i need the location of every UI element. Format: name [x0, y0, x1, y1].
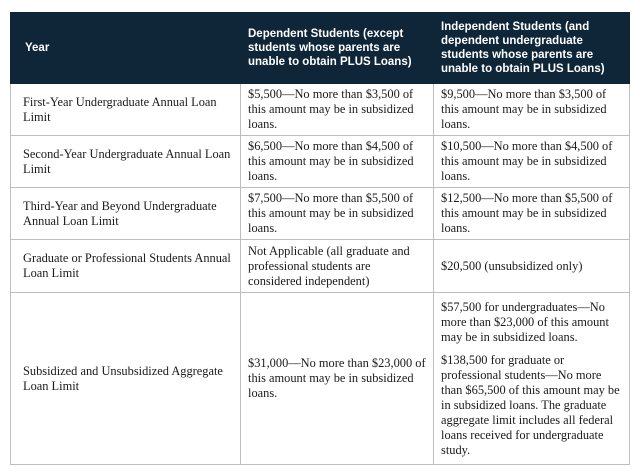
row-label: Third-Year and Beyond Undergraduate Annual Loan Limit [11, 188, 241, 240]
row-label: First-Year Undergraduate Annual Loan Limit [11, 84, 241, 136]
table-row [11, 240, 630, 293]
dependent-cell: Not Applicable (all graduate and professional students are considered independent) [241, 240, 434, 293]
independent-paragraph: $57,500 for undergraduates—No more than $23,000 of this amount may be in subsidized loans. [441, 299, 609, 344]
loan-limits-table [10, 12, 630, 465]
header-dependent-students: Dependent Students (except students whose parents are unable to obtain PLUS Loans) [241, 13, 434, 84]
independent-cell [434, 136, 630, 188]
table-row [11, 136, 630, 188]
header-year: Year [11, 13, 241, 84]
independent-cell [434, 240, 630, 293]
independent-paragraph: $9,500—No more than $3,500 of this amount may be in subsidized loans. [441, 87, 607, 131]
row-label: Second-Year Undergraduate Annual Loan Limit [11, 136, 241, 188]
independent-cell [434, 188, 630, 240]
table-row [11, 84, 630, 136]
table-row [11, 188, 630, 240]
dependent-cell: $6,500—No more than $4,500 of this amount may be in subsidized loans. [241, 136, 434, 188]
independent-paragraph: $12,500—No more than $5,500 of this amount may be in subsidized loans. [441, 191, 613, 235]
row-label: Subsidized and Unsubsidized Aggregate Loan Limit [11, 293, 241, 465]
independent-paragraph: $20,500 (unsubsidized only) [441, 258, 583, 273]
table-header-row [11, 13, 630, 84]
independent-cell [434, 293, 630, 465]
row-label: Graduate or Professional Students Annual Loan Limit [11, 240, 241, 293]
dependent-cell: $5,500—No more than $3,500 of this amount may be in subsidized loans. [241, 84, 434, 136]
independent-cell [434, 84, 630, 136]
dependent-cell: $7,500—No more than $5,500 of this amount may be in subsidized loans. [241, 188, 434, 240]
independent-paragraph: $10,500—No more than $4,500 of this amount may be in subsidized loans. [441, 139, 613, 183]
independent-paragraph: $138,500 for graduate or professional students—No more than $65,500 of this amount may be in subsidized loans. The graduate aggregate limit includes all federal loans received for undergraduate study. [441, 352, 620, 457]
table-row [11, 293, 630, 465]
dependent-cell: $31,000—No more than $23,000 of this amount may be in subsidized loans. [241, 293, 434, 465]
header-independent-students: Independent Students (and dependent undergraduate students whose parents are unable to obtain PLUS Loans) [434, 13, 630, 84]
